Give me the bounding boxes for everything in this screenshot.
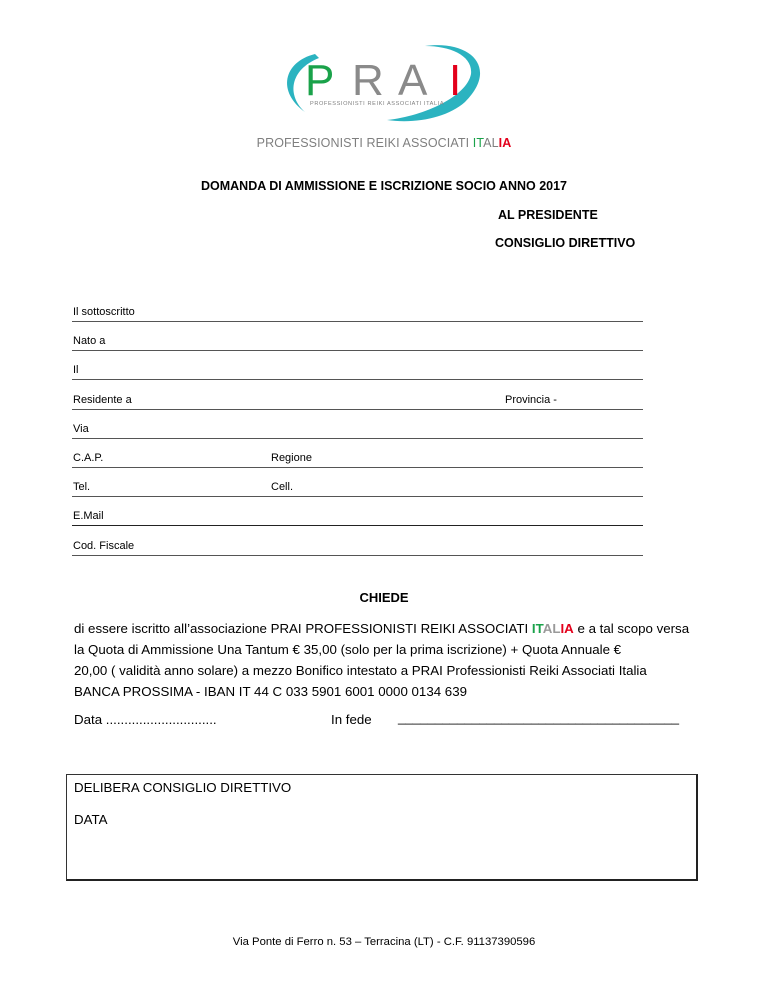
label-tel: Tel.: [73, 481, 91, 493]
label-nato-a: Nato a: [73, 335, 106, 347]
council-resolution-box: [66, 774, 698, 881]
signature-line[interactable]: ______________________________________: [398, 710, 680, 725]
label-via: Via: [73, 423, 89, 435]
field-il[interactable]: [72, 357, 643, 380]
request-it: IT: [531, 621, 543, 636]
label-regione: Regione: [271, 452, 312, 464]
field-codice-fiscale[interactable]: [72, 533, 643, 556]
request-line-2: la Quota di Ammissione Una Tantum € 35,00 (solo per la prima iscrizione) + Quota Annuale €: [74, 642, 622, 657]
field-email[interactable]: [72, 503, 643, 526]
request-line-1: [74, 618, 694, 639]
logo-letter-r: R: [352, 56, 384, 105]
date-field[interactable]: Data ..............................: [74, 712, 217, 727]
label-cap: C.A.P.: [73, 452, 104, 464]
logo-tagline: PROFESSIONISTI REIKI ASSOCIATI ITALIA: [310, 101, 445, 107]
logo-letter-a: A: [398, 56, 428, 105]
org-name-ia: IA: [498, 136, 512, 150]
addressee-council: CONSIGLIO DIRETTIVO: [495, 236, 636, 250]
logo-letter-p: P: [305, 56, 335, 105]
org-name-it: IT: [472, 136, 484, 150]
request-al: AL: [542, 621, 561, 636]
label-residente: Residente a: [73, 394, 132, 406]
logo-letter-i: I: [449, 56, 462, 105]
label-il: Il: [73, 364, 79, 376]
council-resolution-date: DATA: [74, 812, 108, 827]
field-cap-regione[interactable]: [72, 445, 643, 468]
prai-logo: [275, 40, 490, 122]
org-name-al: AL: [483, 136, 499, 150]
request-paragraph: [74, 618, 694, 702]
addressee-president: AL PRESIDENTE: [498, 208, 598, 222]
request-line-3: 20,00 ( validità anno solare) a mezzo Bonifico intestato a PRAI Professionisti Reiki Associati Italia: [74, 663, 647, 678]
field-via[interactable]: [72, 416, 643, 439]
org-name-text: PROFESSIONISTI REIKI ASSOCIATI: [256, 136, 473, 150]
field-residente[interactable]: [72, 387, 643, 410]
request-ia: IA: [560, 621, 574, 636]
label-provincia: Provincia -: [505, 394, 557, 406]
request-line-1-text: di essere iscritto all’associazione PRAI PROFESSIONISTI REIKI ASSOCIATI: [74, 621, 532, 636]
field-tel-cell[interactable]: [72, 474, 643, 497]
label-email: E.Mail: [73, 510, 104, 522]
council-resolution-title: DELIBERA CONSIGLIO DIRETTIVO: [74, 780, 292, 795]
in-fede-label: In fede: [331, 712, 372, 727]
field-sottoscritto[interactable]: [72, 299, 643, 322]
label-sottoscritto: Il sottoscritto: [73, 306, 135, 318]
chiede-heading: CHIEDE: [359, 590, 409, 605]
label-codice-fiscale: Cod. Fiscale: [73, 540, 135, 552]
request-line-4: BANCA PROSSIMA - IBAN IT 44 C 033 5901 6001 0000 0134 639: [74, 684, 467, 699]
footer-address: Via Ponte di Ferro n. 53 – Terracina (LT) - C.F. 91137390596: [232, 936, 536, 948]
request-line-1-end: e a tal scopo versa: [573, 621, 690, 636]
label-cell: Cell.: [271, 481, 294, 493]
field-nato-a[interactable]: [72, 328, 643, 351]
document-title: DOMANDA DI AMMISSIONE E ISCRIZIONE SOCIO ANNO 2017: [200, 179, 567, 193]
organization-name: [0, 136, 768, 150]
